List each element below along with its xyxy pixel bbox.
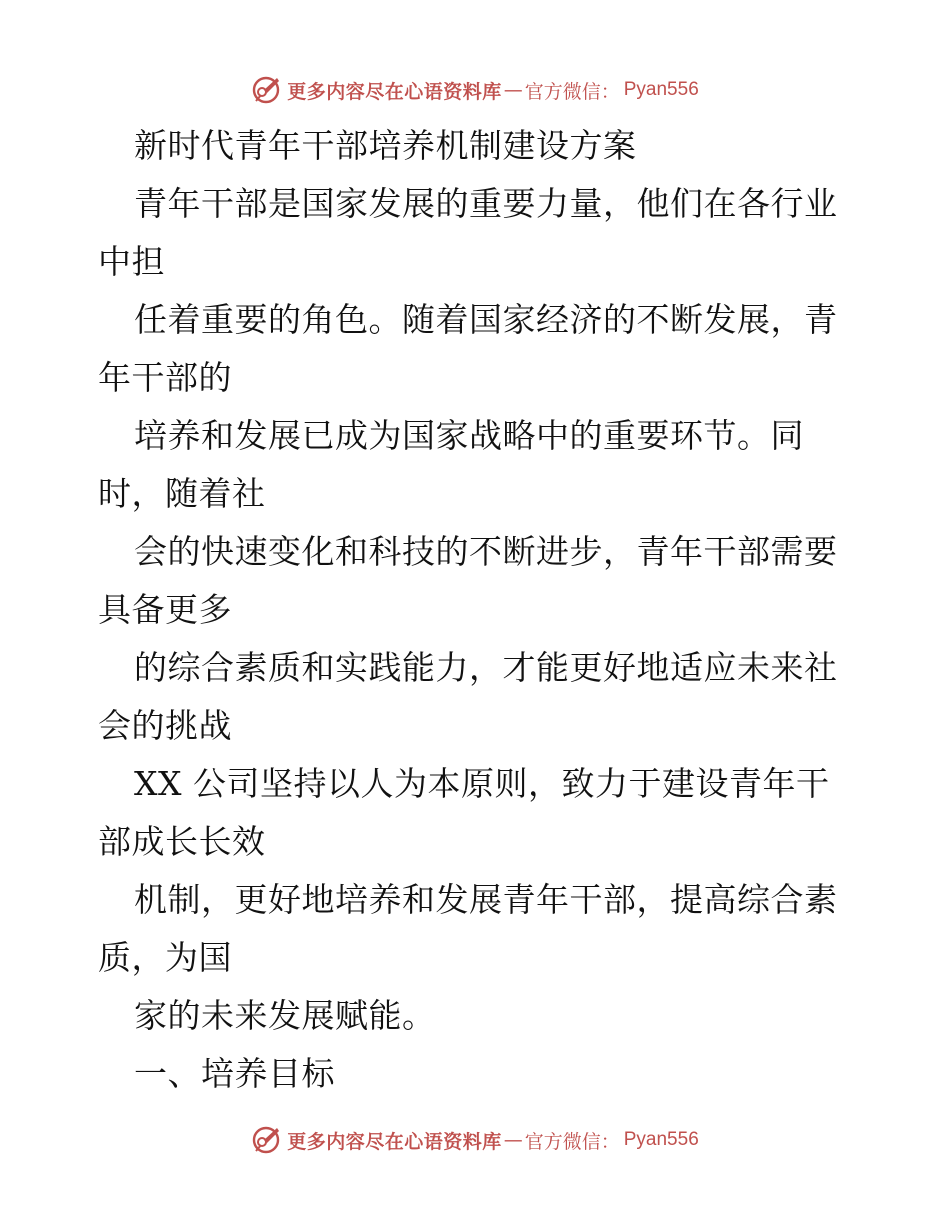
watermark-wechat-id: Pyan556 <box>623 79 699 100</box>
paragraph-line: 部成长长效 <box>98 822 266 861</box>
paragraph-line: 家的未来发展赋能。 <box>134 996 436 1035</box>
section-heading: 一、培养目标 <box>134 1054 335 1093</box>
watermark-dash: — <box>503 1129 523 1151</box>
quill-pen-icon <box>251 1125 281 1155</box>
quill-pen-icon <box>251 75 281 105</box>
paragraph-line: 中担 <box>98 242 165 281</box>
paragraph-line: 培养和发展已成为国家战略中的重要环节。同 <box>134 416 804 455</box>
paragraph-line: 任着重要的角色。随着国家经济的不断发展，青 <box>134 300 838 339</box>
watermark-brand: 更多内容尽在心语资料库 <box>287 80 502 103</box>
watermark-header <box>0 70 950 110</box>
watermark-wechat-label: 官方微信： <box>524 1130 620 1153</box>
paragraph-line: 机制，更好地培养和发展青年干部，提高综合素 <box>134 880 838 919</box>
paragraph-line: 的综合素质和实践能力，才能更好地适应未来社 <box>134 648 838 687</box>
watermark-footer <box>0 1120 950 1160</box>
paragraph-line: 会的挑战 <box>98 706 232 745</box>
paragraph-line: XX 公司坚持以人为本原则，致力于建设青年干 <box>134 764 830 803</box>
watermark-brand: 更多内容尽在心语资料库 <box>287 1130 502 1153</box>
paragraph-line: 质，为国 <box>98 938 232 977</box>
paragraph-line: 具备更多 <box>98 590 232 629</box>
watermark-dash: — <box>503 79 523 101</box>
paragraph-line: 时，随着社 <box>98 474 266 513</box>
document-title: 新时代青年干部培养机制建设方案 <box>134 126 637 165</box>
watermark-wechat-label: 官方微信： <box>524 80 620 103</box>
paragraph-line: 年干部的 <box>98 358 232 397</box>
paragraph-line: 青年干部是国家发展的重要力量，他们在各行业 <box>134 184 838 223</box>
paragraph-line: 会的快速变化和科技的不断进步，青年干部需要 <box>134 532 838 571</box>
watermark-wechat-id: Pyan556 <box>623 1129 699 1150</box>
document-body <box>98 117 858 1103</box>
